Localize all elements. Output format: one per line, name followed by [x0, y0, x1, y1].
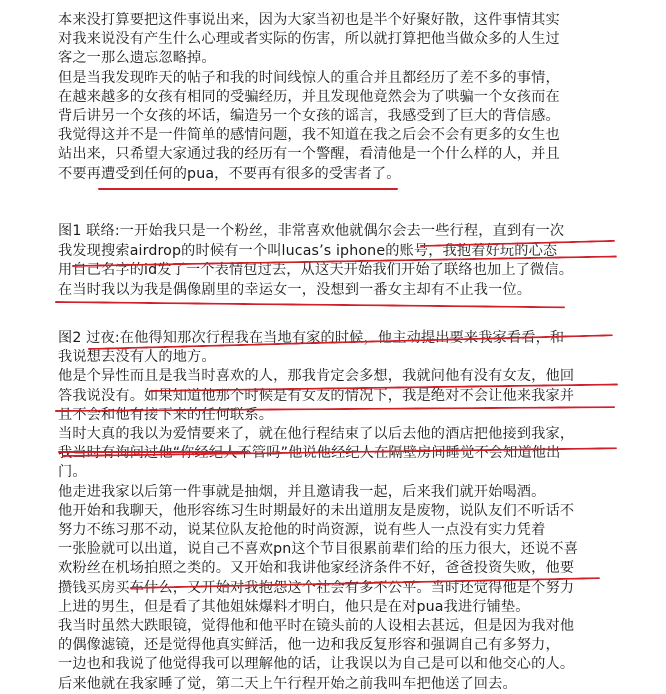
fig2-line: 欢粉丝在机场拍照之类的。又开始和我讲他家经济条件不好，爸爸投资失败，他要 — [58, 560, 575, 577]
fig1-line: 用自己名字的id发了一个表情包过去，从这天开始我们开始了联络也加上了微信。 — [58, 262, 574, 278]
fig2-line: 后来他就在我家睡了觉，第二天上午行程开始之前我叫车把他送了回去。 — [58, 675, 517, 692]
highlight-underline — [98, 188, 398, 190]
intro-line: 对我来说没有产生什么心理或者实际的伤害，所以就打算把他当做众多的人生过 — [58, 31, 560, 48]
fig2-line: 我说想去没有人的地方。 — [58, 349, 216, 366]
intro-line: 背后讲另一个女孩的坏话，编造另一个女孩的谣言，我感受到了巨大的背信感。 — [58, 108, 560, 124]
highlight-underline — [55, 301, 565, 308]
fig2-line: 门。 — [58, 464, 87, 481]
fig2-line: 我当时有询问过他“你经纪人不管吗”他说他经纪人在隔壁房间睡觉不会知道他出 — [58, 445, 561, 462]
intro-line: 站出来，只希望大家通过我的经历有一个警醒，看清他是一个什么样的人，并且 — [58, 146, 560, 163]
fig2-line: 一张脸就可以出道，说自己不喜欢pn这个节目很累前辈们给的压力很大，还说不喜 — [58, 541, 579, 558]
fig1-line: 图1 联络:一开始我只是一个粉丝，非常喜欢他就偶尔会去一些行程，直到有一次 — [58, 223, 565, 239]
fig2-line: 一边也和我说了他觉得我可以理解他的话，让我误以为自己是可以和他交心的人。 — [58, 656, 575, 673]
fig2-line: 他开始和我聊天，他形容练习生时期最好的未出道朋友是废物，说队友们不听话不 — [58, 502, 575, 519]
fig2-line: 他走进我家以后第一件事就是抽烟，并且邀请我一起，后来我们就开始喝酒。 — [58, 483, 546, 500]
fig2-line: 且不会和他有接下来的任何联系。 — [58, 406, 274, 423]
fig2-line: 努力不练习那不动，说某位队友抢他的时尚资源，说有些人一点没有实力凭着 — [58, 522, 546, 538]
fig2-line: 攒钱买房买车什么，又开始对我抱怨这个社会有多不公平。当时还觉得他是个努力 — [58, 579, 575, 596]
fig2-line: 我当时虽然大跌眼镜，觉得他和他平时在镜头前的人设相去甚远，但是因为我对他 — [58, 618, 575, 634]
fig2-line: 图2 过夜:在他得知那次行程我在当地有家的时候，他主动提出要来我家看看，和 — [58, 330, 565, 346]
fig1-line: 我发现搜索airdrop的时候有一个叫lucas’s iphone的账号，我抱着好玩的心态 — [58, 242, 558, 259]
intro-line: 我觉得这并不是一件简单的感情问题，我不知道在我之后会不会有更多的女生也 — [58, 127, 560, 144]
intro-line: 本来没打算要把这件事说出来，因为大家当初也是半个好聚好散，这件事情其实 — [58, 12, 560, 28]
fig1-line: 在当时我以为我是偶像剧里的幸运女一，没想到一番女主却有不止我一位。 — [58, 281, 532, 298]
fig2-line: 他是个异性而且是我当时喜欢的人，那我肯定会多想，我就问他有没有女友，他回 — [58, 368, 575, 385]
intro-line: 不要再遭受到任何的pua，不要再有很多的受害者了。 — [58, 165, 401, 182]
fig2-line: 上进的男生，但是看了其他姐妹爆料才明白，他只是在对pua我进行铺垫。 — [58, 598, 530, 615]
intro-line: 在越来越多的女孩有相同的受骗经历，并且发现他竟然会为了哄骗一个女孩而在 — [58, 88, 560, 105]
fig2-line: 答我说没有。如果知道他那个时候是有女友的情况下，我是绝对不会让他来我家并 — [58, 387, 575, 404]
fig2-line: 当时大真的我以为爱情要来了，就在他行程结束了以后去他的酒店把他接到我家， — [58, 426, 575, 442]
intro-line: 客之一那么遗忘忽略掉。 — [58, 50, 216, 67]
intro-line: 但是当我发现昨天的帖子和我的时间线惊人的重合并且都经历了差不多的事情， — [58, 69, 560, 86]
fig2-line: 的偶像滤镜，还是觉得他真实鲜活，他一边和我反复形容和强调自己有多努力， — [58, 637, 560, 654]
